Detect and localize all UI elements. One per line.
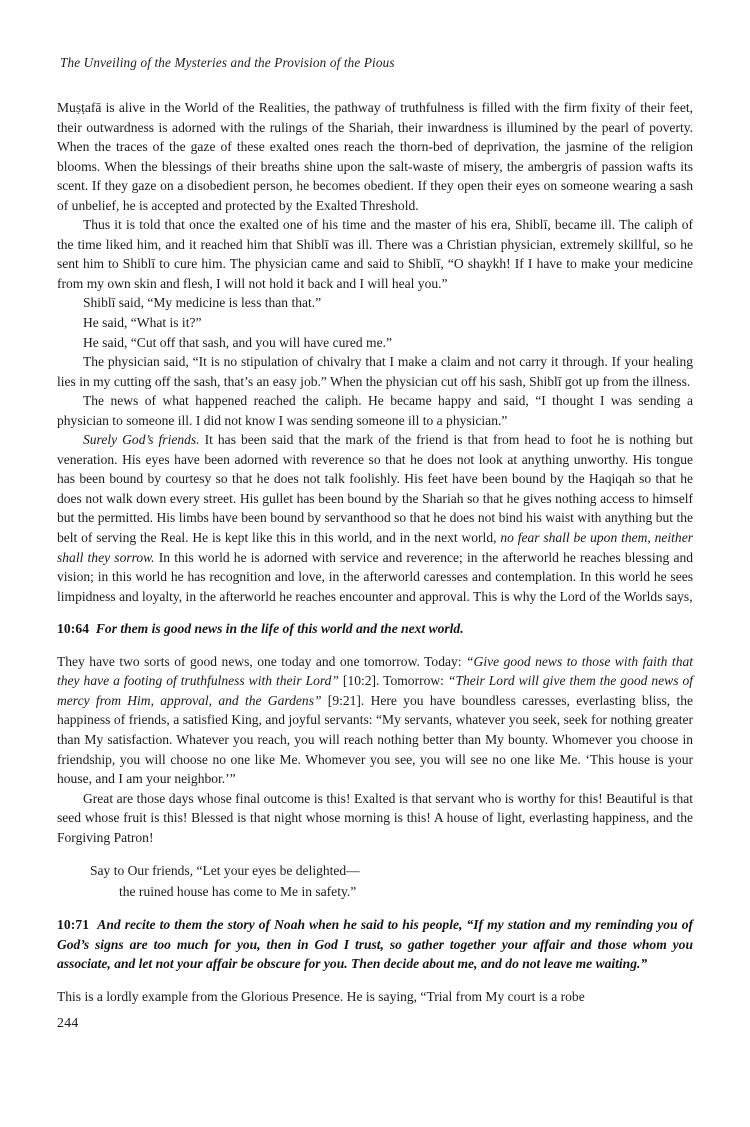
paragraph-10: Great are those days whose final outcome is this! Exalted is that servant who is worthy for this! Beautiful is that seed whose fruit is this! Blessed is that night whose morning is this! A house of light, everlasting happiness, and the Forgiving Patron! — [57, 790, 693, 845]
paragraph-8-scripture-quote: no fear shall be upon them, neither shall they sorrow. — [57, 530, 693, 565]
paragraph-4: He said, “What is it?” — [83, 315, 202, 331]
paragraph-8-segment-1: It has been said that the mark of the friend is that from head to foot he is nothing but veneration. His eyes have been adorned with reverence so that he does not look at anything unworthy. His tongue has been bound by courtesy so that he does not talk foolishly. His feet have been bound by the Haqiqah so that he does not walk down every street. His gullet has been bound by the Shariah so that he gives nothing access to himself but the permitted. His limbs have been bound by servanthood so that he does not bind his waist with anything but the belt of serving the Real. He is kept like this in this world, and in the next world, — [57, 432, 693, 546]
body-text-column — [57, 98, 693, 1006]
verse-reference-10-71: 10:71 — [57, 917, 90, 933]
paragraph-9-segment-3: [9:21]. Here you have boundless caresses, everlasting bliss, the happiness of friends, a satisfied King, and joyful servants: “My servants, whatever you seek, seek for nothing greater than My satisfaction. Whatever you reach, you will reach nothing better than My bounty. Whomever you choose in friendship, you will choose no one like Me. Whomever you see, you will see no one like Me. ‘This house is your house, and I am your neighbor.’” — [57, 692, 694, 787]
verse-heading-10-71 — [57, 915, 693, 974]
paragraph-11: This is a lordly example from the Glorious Presence. He is saying, “Trial from My court is a robe — [57, 988, 585, 1004]
paragraph-5: He said, “Cut off that sash, and you will have cured me.” — [83, 334, 392, 350]
poem-line-2: the ruined house has come to Me in safety.” — [119, 883, 357, 899]
paragraph-9-quote-2: “Their Lord will give them the good news of mercy from Him, approval, and the Gardens” — [57, 673, 693, 708]
paragraph-1: Muṣṭafā is alive in the World of the Realities, the pathway of truthfulness is filled with the firm fixity of their feet, their outwardness is adorned with the rulings of the Shariah, their inwardness is illumined by the pearl of poverty. When the traces of the gaze of these exalted ones reach the thorn-bed of deprivation, the jasmine of the religion blooms. When the blessings of their breaths shine upon the salt-waste of misery, the ambergris of passion wafts its scent. If they gaze on a disobedient person, he becomes obedient. If they open their eyes on someone wearing a sash of unbelief, he is accepted and protected by the Exalted Threshold. — [57, 100, 693, 213]
poem-block — [57, 861, 693, 902]
page-number: 244 — [57, 1015, 79, 1030]
poem-line-1: Say to Our friends, “Let your eyes be delighted— — [90, 863, 360, 879]
verse-text-10-64: For them is good news in the life of this world and the next world. — [95, 621, 464, 637]
paragraph-8 — [57, 430, 693, 606]
paragraph-2: Thus it is told that once the exalted one of his time and the master of his era, Shiblī, became ill. The caliph of the time liked him, and it reached him that Shiblī was ill. There was a Christian physician, extremely skillful, so he sent him to Shiblī to cure him. The physician came and said to Shiblī, “O shaykh! If I have to make your medicine from my own skin and flesh, I will not hold it back and I will heal you.” — [57, 217, 693, 291]
paragraph-9-quote-1: “Give good news to those with faith that they have a footing of truthfulness with their Lord” — [57, 653, 694, 689]
paragraph-6: The physician said, “It is no stipulation of chivalry that I make a claim and not carry it through. If your healing lies in my cutting off the sash, that’s an easy job.” When the physician cut off his sash, Shiblī got up from the illness. — [57, 354, 693, 389]
running-header: The Unveiling of the Mysteries and the Provision of the Pious — [60, 55, 395, 70]
verse-heading-10-64 — [57, 619, 693, 639]
paragraph-7: The news of what happened reached the caliph. He became happy and said, “I thought I was sending a physician to someone ill. I did not know I was sending someone ill to a physician.” — [57, 393, 693, 428]
verse-reference-10-64: 10:64 — [57, 621, 90, 637]
paragraph-8-lead-gloss: Surely God’s friends. — [83, 432, 200, 448]
verse-text-10-71: And recite to them the story of Noah when he said to his people, “If my station and my reminding you of God’s signs are too much for you, then in God I trust, so gather together your affair and those whom you associate, and let not your affair be obscure for you. Then decide about me, and do not leave me waiting.” — [57, 917, 693, 972]
paragraph-9 — [57, 652, 693, 789]
paragraph-3: Shiblī said, “My medicine is less than that.” — [83, 295, 322, 311]
paragraph-9-segment-2: [10:2]. Tomorrow: — [338, 673, 448, 689]
paragraph-9-segment-1: They have two sorts of good news, one today and one tomorrow. Today: — [57, 653, 466, 669]
paragraph-8-segment-2: In this world he is adorned with service and reverence; in the afterworld he reaches blessing and vision; in this world he has recognition and love, in the afterworld caresses and contemplation. In this world he sees limpidness and loyalty, in the afterworld he reaches encounter and approval. This is why the Lord of the Worlds says, — [57, 549, 694, 604]
verse-ref-spacer — [89, 621, 96, 636]
